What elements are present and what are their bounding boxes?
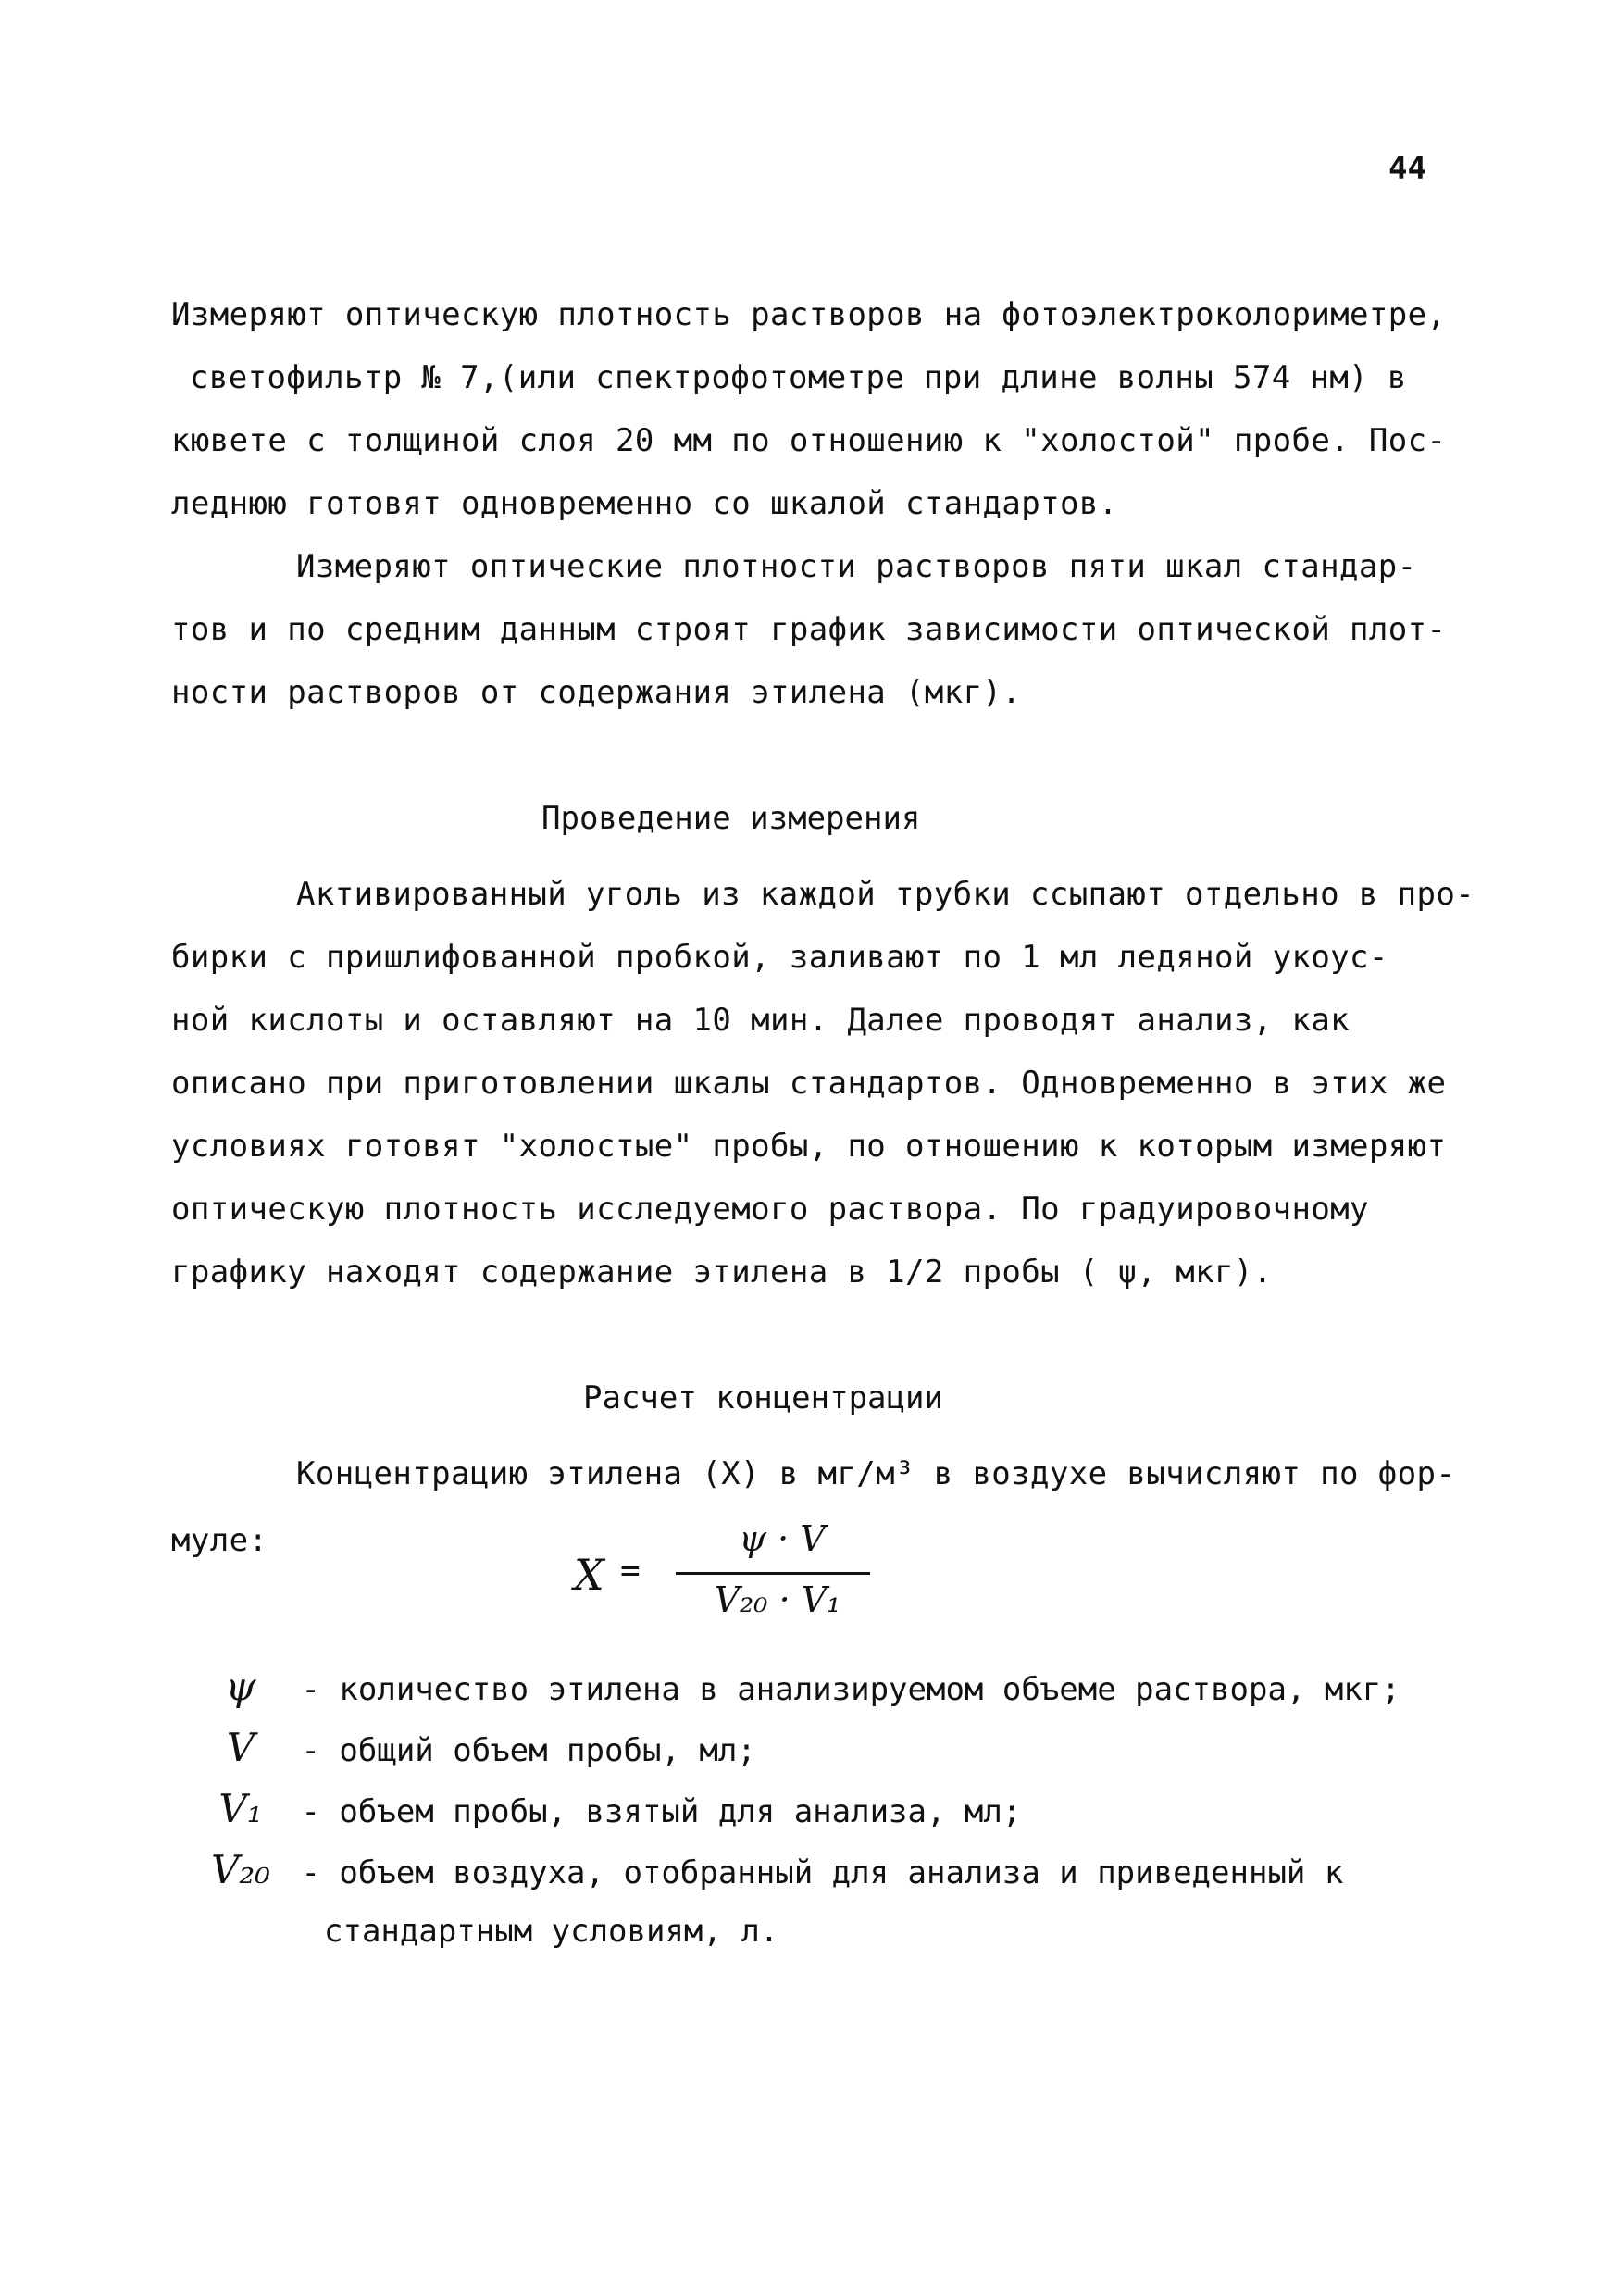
paragraph3-line: описано при приготовлении шкалы стандартов. Одновременно в этих же bbox=[171, 1065, 1447, 1102]
legend-description: - объем пробы, взятый для анализа, мл; bbox=[301, 1793, 1022, 1830]
paragraph2-line: Измеряют оптические плотности растворов пяти шкал стандар- bbox=[296, 548, 1417, 585]
formula-denominator: V₂₀ · V₁ bbox=[714, 1579, 841, 1620]
legend-item bbox=[199, 1844, 1343, 1896]
paragraph2-line: ности растворов от содержания этилена (мкг). bbox=[171, 674, 1022, 711]
formula-fraction-bar bbox=[676, 1572, 870, 1575]
page-number: 44 bbox=[1388, 150, 1426, 187]
legend-item bbox=[199, 1661, 1400, 1713]
paragraph4-line: муле: bbox=[171, 1522, 268, 1559]
paragraph3-line: графику находят содержание этилена в 1/2 пробы ( ψ, мкг). bbox=[171, 1254, 1273, 1291]
section-heading-measurement: Проведение измерения bbox=[541, 800, 921, 837]
paragraph3-line: ной кислоты и оставляют на 10 мин. Далее проводят анализ, как bbox=[171, 1002, 1350, 1039]
paragraph2-line: тов и по средним данным строят график зависимости оптической плот- bbox=[171, 611, 1447, 648]
paragraph1-line: кювете с толщиной слоя 20 мм по отношению к "холостой" пробе. Пос- bbox=[171, 422, 1447, 459]
legend-description: - общий объем пробы, мл; bbox=[301, 1732, 756, 1769]
legend-symbol: V₂₀ bbox=[210, 1847, 270, 1892]
paragraph3-line: условиях готовят "холостые" пробы, по отношению к которым измеряют bbox=[171, 1128, 1447, 1165]
legend-symbol: V bbox=[226, 1725, 255, 1770]
paragraph3-line: Активированный уголь из каждой трубки ссыпают отдельно в про- bbox=[296, 876, 1475, 913]
section-heading-calculation: Расчет концентрации bbox=[583, 1379, 943, 1416]
paragraph3-line: оптическую плотность исследуемого раствора. По градуировочному bbox=[171, 1191, 1369, 1228]
legend-description: - объем воздуха, отобранный для анализа и приведенный к bbox=[301, 1854, 1344, 1891]
legend-item bbox=[199, 1722, 756, 1774]
paragraph1-line: Измеряют оптическую плотность растворов на фотоэлектроколориметре, bbox=[171, 296, 1447, 333]
paragraph1-line: леднюю готовят одновременно со шкалой стандартов. bbox=[171, 485, 1118, 522]
paragraph1-line: светофильтр № 7,(или спектрофотометре при длине волны 574 нм) в bbox=[190, 359, 1407, 396]
formula-equals: = bbox=[620, 1552, 641, 1590]
formula-lhs: X bbox=[574, 1550, 604, 1600]
legend-symbol: V₁ bbox=[218, 1786, 263, 1831]
paragraph4-line: Концентрацию этилена (X) в мг/м³ в воздухе вычисляют по фор- bbox=[296, 1455, 1456, 1492]
legend-item bbox=[199, 1783, 1021, 1835]
concentration-formula bbox=[574, 1518, 870, 1639]
legend-description: - количество этилена в анализируемом объеме раствора, мкг; bbox=[301, 1671, 1400, 1708]
formula-numerator: ψ · V bbox=[739, 1518, 826, 1559]
paragraph3-line: бирки с пришлифованной пробкой, заливают по 1 мл ледяной укоус- bbox=[171, 939, 1388, 976]
legend-continuation: стандартным условиям, л. bbox=[324, 1913, 779, 1950]
legend-symbol: ψ bbox=[225, 1664, 256, 1709]
